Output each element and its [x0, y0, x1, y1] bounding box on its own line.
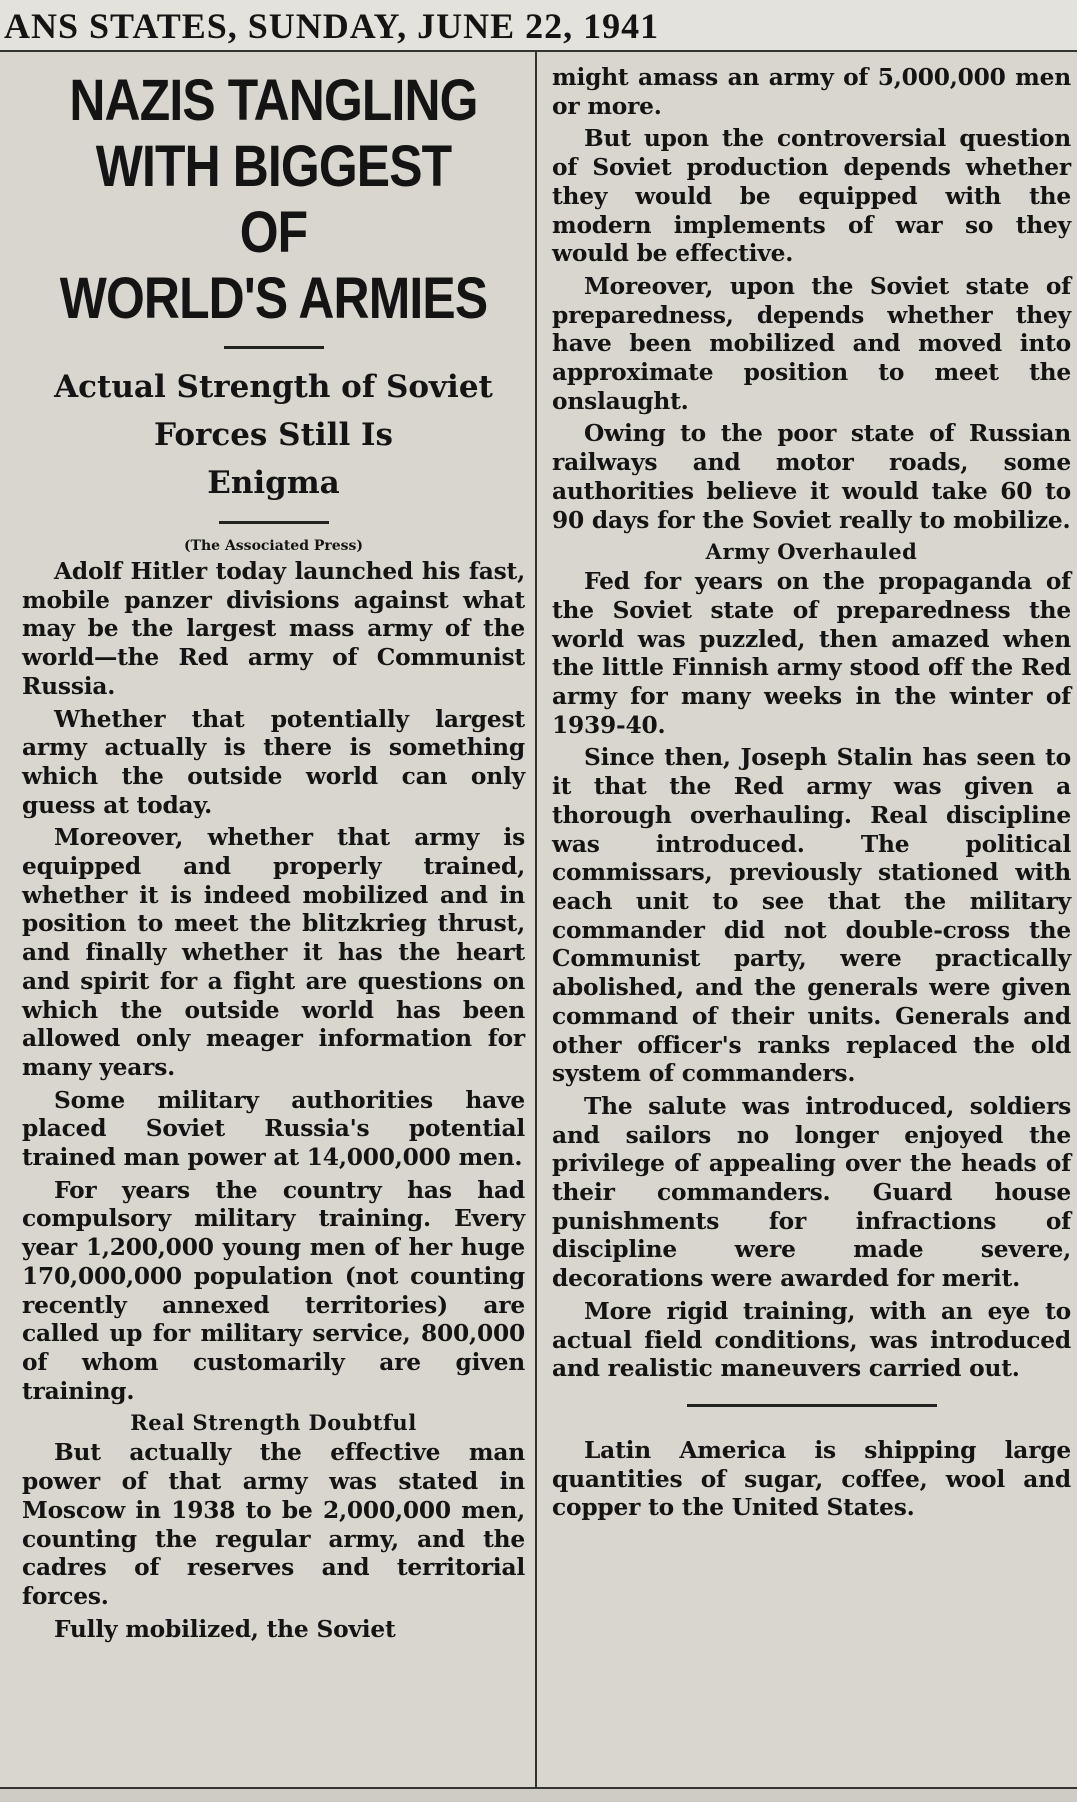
deck-line: Actual Strength of Soviet: [54, 369, 493, 405]
masthead: ANS STATES, SUNDAY, JUNE 22, 1941: [0, 0, 1077, 52]
headline-line: WITH BIGGEST OF: [95, 134, 452, 265]
article-column-right: [540, 52, 1077, 1787]
divider: [687, 1404, 937, 1407]
paragraph: Some military authorities have placed Soviet Russia's potential trained man power at 14,000,000 men.: [22, 1086, 525, 1172]
paragraph: Adolf Hitler today launched his fast, mobile panzer divisions against what may be the largest mass army of the world—the Red army of Communist Russia.: [22, 558, 525, 700]
paragraph: Since then, Joseph Stalin has seen to it that the Red army was given a thorough overhauling. Real discipline was introduced. The political commissars, previously stationed with each unit to see that the military commander did not double-cross the Communist party, were practically abolished, and the generals were given command of their units. Generals and other officer's ranks replaced the old system of commanders.: [552, 744, 1071, 1088]
paragraph: Fed for years on the propaganda of the Soviet state of preparedness the world was puzzled, then amazed when the little Finnish army stood off the Red army for many weeks in the winter of 1939-40.: [552, 568, 1071, 739]
headline-line: NAZIS TANGLING: [69, 68, 478, 133]
divider: [224, 346, 324, 349]
paragraph: Whether that potentially largest army actually is there is something which the outside world can only guess at today.: [22, 705, 525, 819]
paragraph: Owing to the poor state of Russian railways and motor roads, some authorities believe it would take 60 to 90 days for the Soviet really to mobilize.: [552, 420, 1071, 534]
deck-line: Enigma: [207, 465, 340, 501]
paragraph: Fully mobilized, the Soviet: [54, 1615, 396, 1643]
paragraph: But actually the effective man power of that army was stated in Moscow in 1938 to be 2,000,000 men, counting the regular army, and the cadres of reserves and territorial forces.: [22, 1439, 525, 1610]
paragraph: Moreover, whether that army is equipped and properly trained, whether it is indeed mobilized and in position to meet the blitzkrieg thrust, and finally whether it has the heart and spirit for a fight are questions on which the outside world has been allowed only meager information for many years.: [22, 824, 525, 1081]
subhead: Real Strength Doubtful: [130, 1410, 417, 1436]
paragraph: More rigid training, with an eye to actual field conditions, was introduced and realistic maneuvers carried out.: [552, 1297, 1071, 1383]
article-column-left: [4, 52, 537, 1787]
subhead: Army Overhauled: [705, 539, 918, 565]
byline-credit: (The Associated Press): [183, 538, 364, 554]
divider: [219, 521, 329, 524]
paragraph: Moreover, upon the Soviet state of preparedness, depends whether they have been mobilized and moved into approximate position to meet the onslaught.: [552, 272, 1071, 415]
filler-paragraph: Latin America is shipping large quantities of sugar, coffee, wool and copper to the United States.: [552, 1436, 1071, 1522]
paragraph: might amass an army of 5,000,000 men or more.: [552, 64, 1071, 120]
paragraph: For years the country has had compulsory military training. Every year 1,200,000 young men of her huge 170,000,000 population (not counting recently annexed territories) are called up for military service, 800,000 of whom customarily are given training.: [22, 1176, 525, 1405]
deck: [22, 363, 525, 507]
headline-line: WORLD'S ARMIES: [59, 266, 488, 331]
paragraph: But upon the controversial question of Soviet production depends whether they would be equipped with the modern implements of war so they would be effective.: [552, 125, 1071, 268]
deck-line: Forces Still Is: [154, 417, 393, 453]
paragraph: The salute was introduced, soldiers and sailors no longer enjoyed the privilege of appealing over the heads of their commanders. Guard house punishments for infractions of discipline were made severe, decorations were awarded for merit.: [552, 1092, 1071, 1293]
headline: [57, 68, 490, 332]
